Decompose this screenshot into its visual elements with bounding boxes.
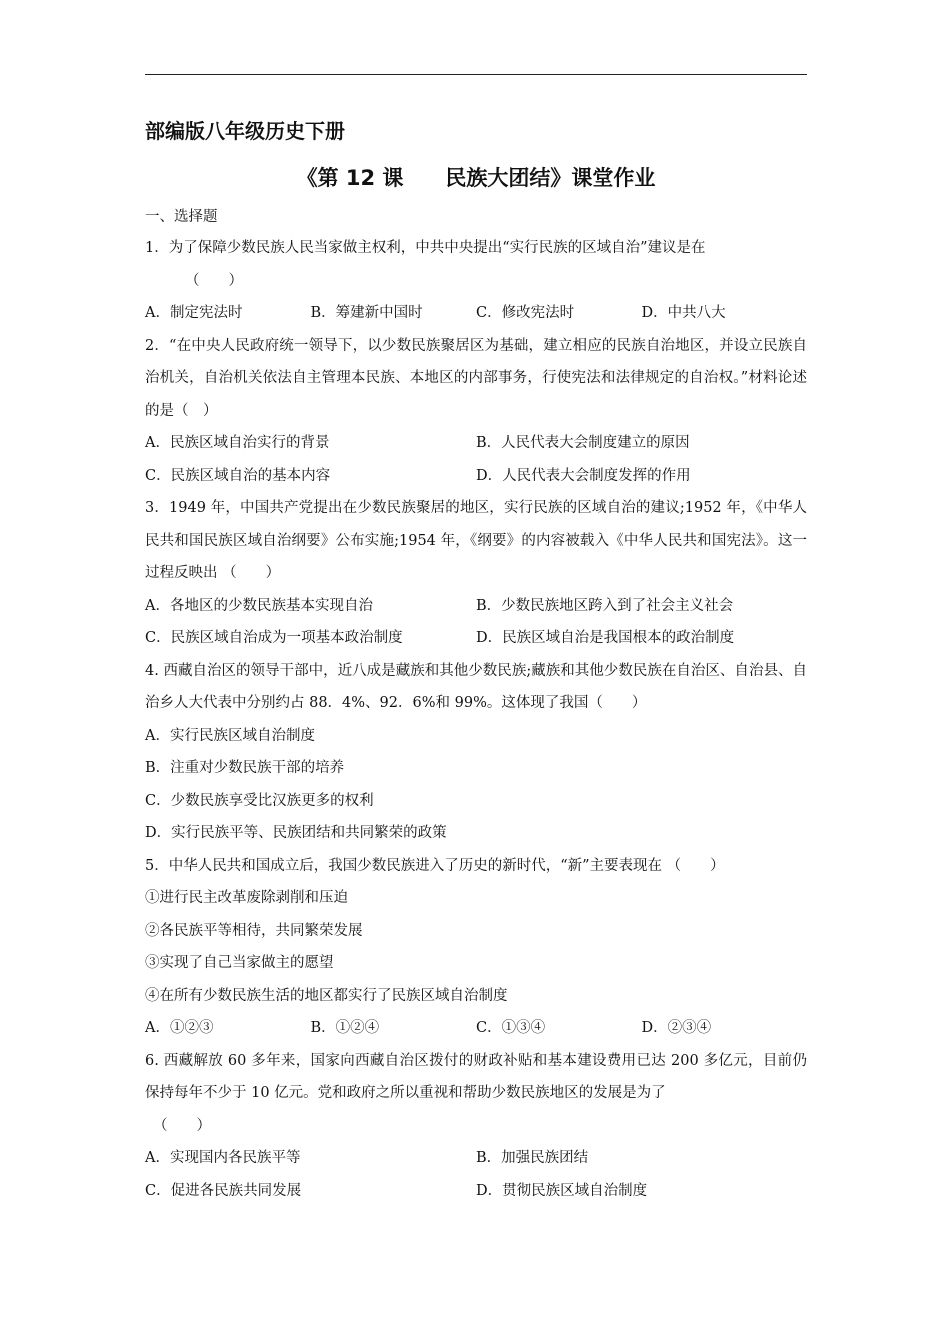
option-c: C．修改宪法时	[476, 305, 575, 321]
option-d: D．人民代表大会制度发挥的作用	[476, 467, 691, 484]
section-heading: 一、选择题	[145, 209, 218, 225]
question-3	[145, 492, 807, 655]
option-b: B．少数民族地区跨入到了社会主义社会	[476, 597, 734, 614]
question-stem: 4. 西藏自治区的领导干部中，近八成是藏族和其他少数民族;藏族和其他少数民族在自治区、自治县、自治乡人大代表中分别约占 88．4%、92．6%和 99%。这体现了我国（ ）	[145, 662, 807, 711]
question-stem: 3．1949 年，中国共产党提出在少数民族聚居的地区，实行民族的区域自治的建议;1952 年，《中华人民共和国民族区域自治纲要》公布实施;1954 年，《纲要》的内容被载入《中华人民共和国宪法》。这一过程反映出 （ ）	[145, 500, 807, 581]
lesson-title: 《第 12 课 民族大团结》课堂作业	[296, 166, 656, 190]
options-row	[145, 1012, 807, 1045]
option-d: D．中共八大	[641, 305, 726, 321]
answer-blank: （ ）	[153, 1117, 211, 1134]
options-row	[145, 1175, 807, 1208]
statement-2: ②各民族平等相待，共同繁荣发展	[145, 922, 363, 939]
option-c: C．少数民族享受比汉族更多的权利	[145, 792, 374, 809]
option-b: B．人民代表大会制度建立的原因	[476, 435, 690, 451]
option-d: D．实行民族平等、民族团结和共同繁荣的政策	[145, 825, 447, 841]
option-d: D．民族区域自治是我国根本的政治制度	[476, 630, 735, 646]
question-stem: 2．“在中央人民政府统一领导下，以少数民族聚居区为基础，建立相应的民族自治地区，并设立民族自治机关，自治机关依法自主管理本民族、本地区的内部事务，行使宪法和法律规定的自治权。”材料论述的是（ ）	[145, 337, 807, 419]
option-a: A．实行民族区域自治制度	[145, 727, 315, 744]
document-body	[145, 112, 807, 1207]
option-a: A．制定宪法时	[145, 305, 243, 321]
option-b: B．①②④	[310, 1020, 380, 1036]
option-c: C．民族区域自治成为一项基本政治制度	[145, 630, 403, 646]
option-b: B．加强民族团结	[476, 1150, 589, 1166]
option-a: A．民族区域自治实行的背景	[145, 435, 330, 451]
question-stem: 6. 西藏解放 60 多年来，国家向西藏自治区拨付的财政补贴和基本建设费用已达 200 多亿元，目前仍保持每年不少于 10 亿元。党和政府之所以重视和帮助少数民族地区的发展是为了 （ ）	[145, 1045, 807, 1143]
question-5	[145, 850, 807, 1045]
question-6	[145, 1045, 807, 1208]
options-row	[145, 622, 807, 655]
options-row	[145, 427, 807, 460]
option-a: A．实现国内各民族平等	[145, 1150, 301, 1166]
options-row	[145, 590, 807, 623]
option-b: B．注重对少数民族干部的培养	[145, 760, 345, 776]
question-stem: 5．中华人民共和国成立后，我国少数民族进入了历史的新时代，“新”主要表现在 （ ）	[145, 857, 725, 874]
statement-4: ④在所有少数民族生活的地区都实行了民族区域自治制度	[145, 987, 508, 1004]
option-c: C．促进各民族共同发展	[145, 1182, 302, 1199]
options-row	[145, 1142, 807, 1175]
question-stem: 1．为了保障少数民族人民当家做主权利，中共中央提出“实行民族的区域自治”建议是在 （ ）	[145, 232, 807, 297]
question-4	[145, 655, 807, 850]
answer-blank: （ ）	[185, 272, 243, 289]
statement-3: ③实现了自己当家做主的愿望	[145, 955, 334, 971]
document-title: 部编版八年级历史下册	[145, 119, 345, 143]
option-c: C．①③④	[476, 1020, 546, 1036]
question-1	[145, 232, 807, 330]
options-row	[145, 460, 807, 493]
statement-1: ①进行民主改革废除剥削和压迫	[145, 890, 348, 906]
option-b: B．筹建新中国时	[310, 305, 423, 321]
header-rule	[145, 74, 807, 75]
option-d: D．贯彻民族区域自治制度	[476, 1182, 648, 1199]
option-a: A．各地区的少数民族基本实现自治	[145, 597, 373, 614]
option-d: D．②③④	[641, 1020, 712, 1036]
options-row	[145, 297, 807, 330]
option-c: C．民族区域自治的基本内容	[145, 467, 331, 484]
question-2	[145, 330, 807, 493]
option-a: A．①②③	[145, 1020, 214, 1036]
